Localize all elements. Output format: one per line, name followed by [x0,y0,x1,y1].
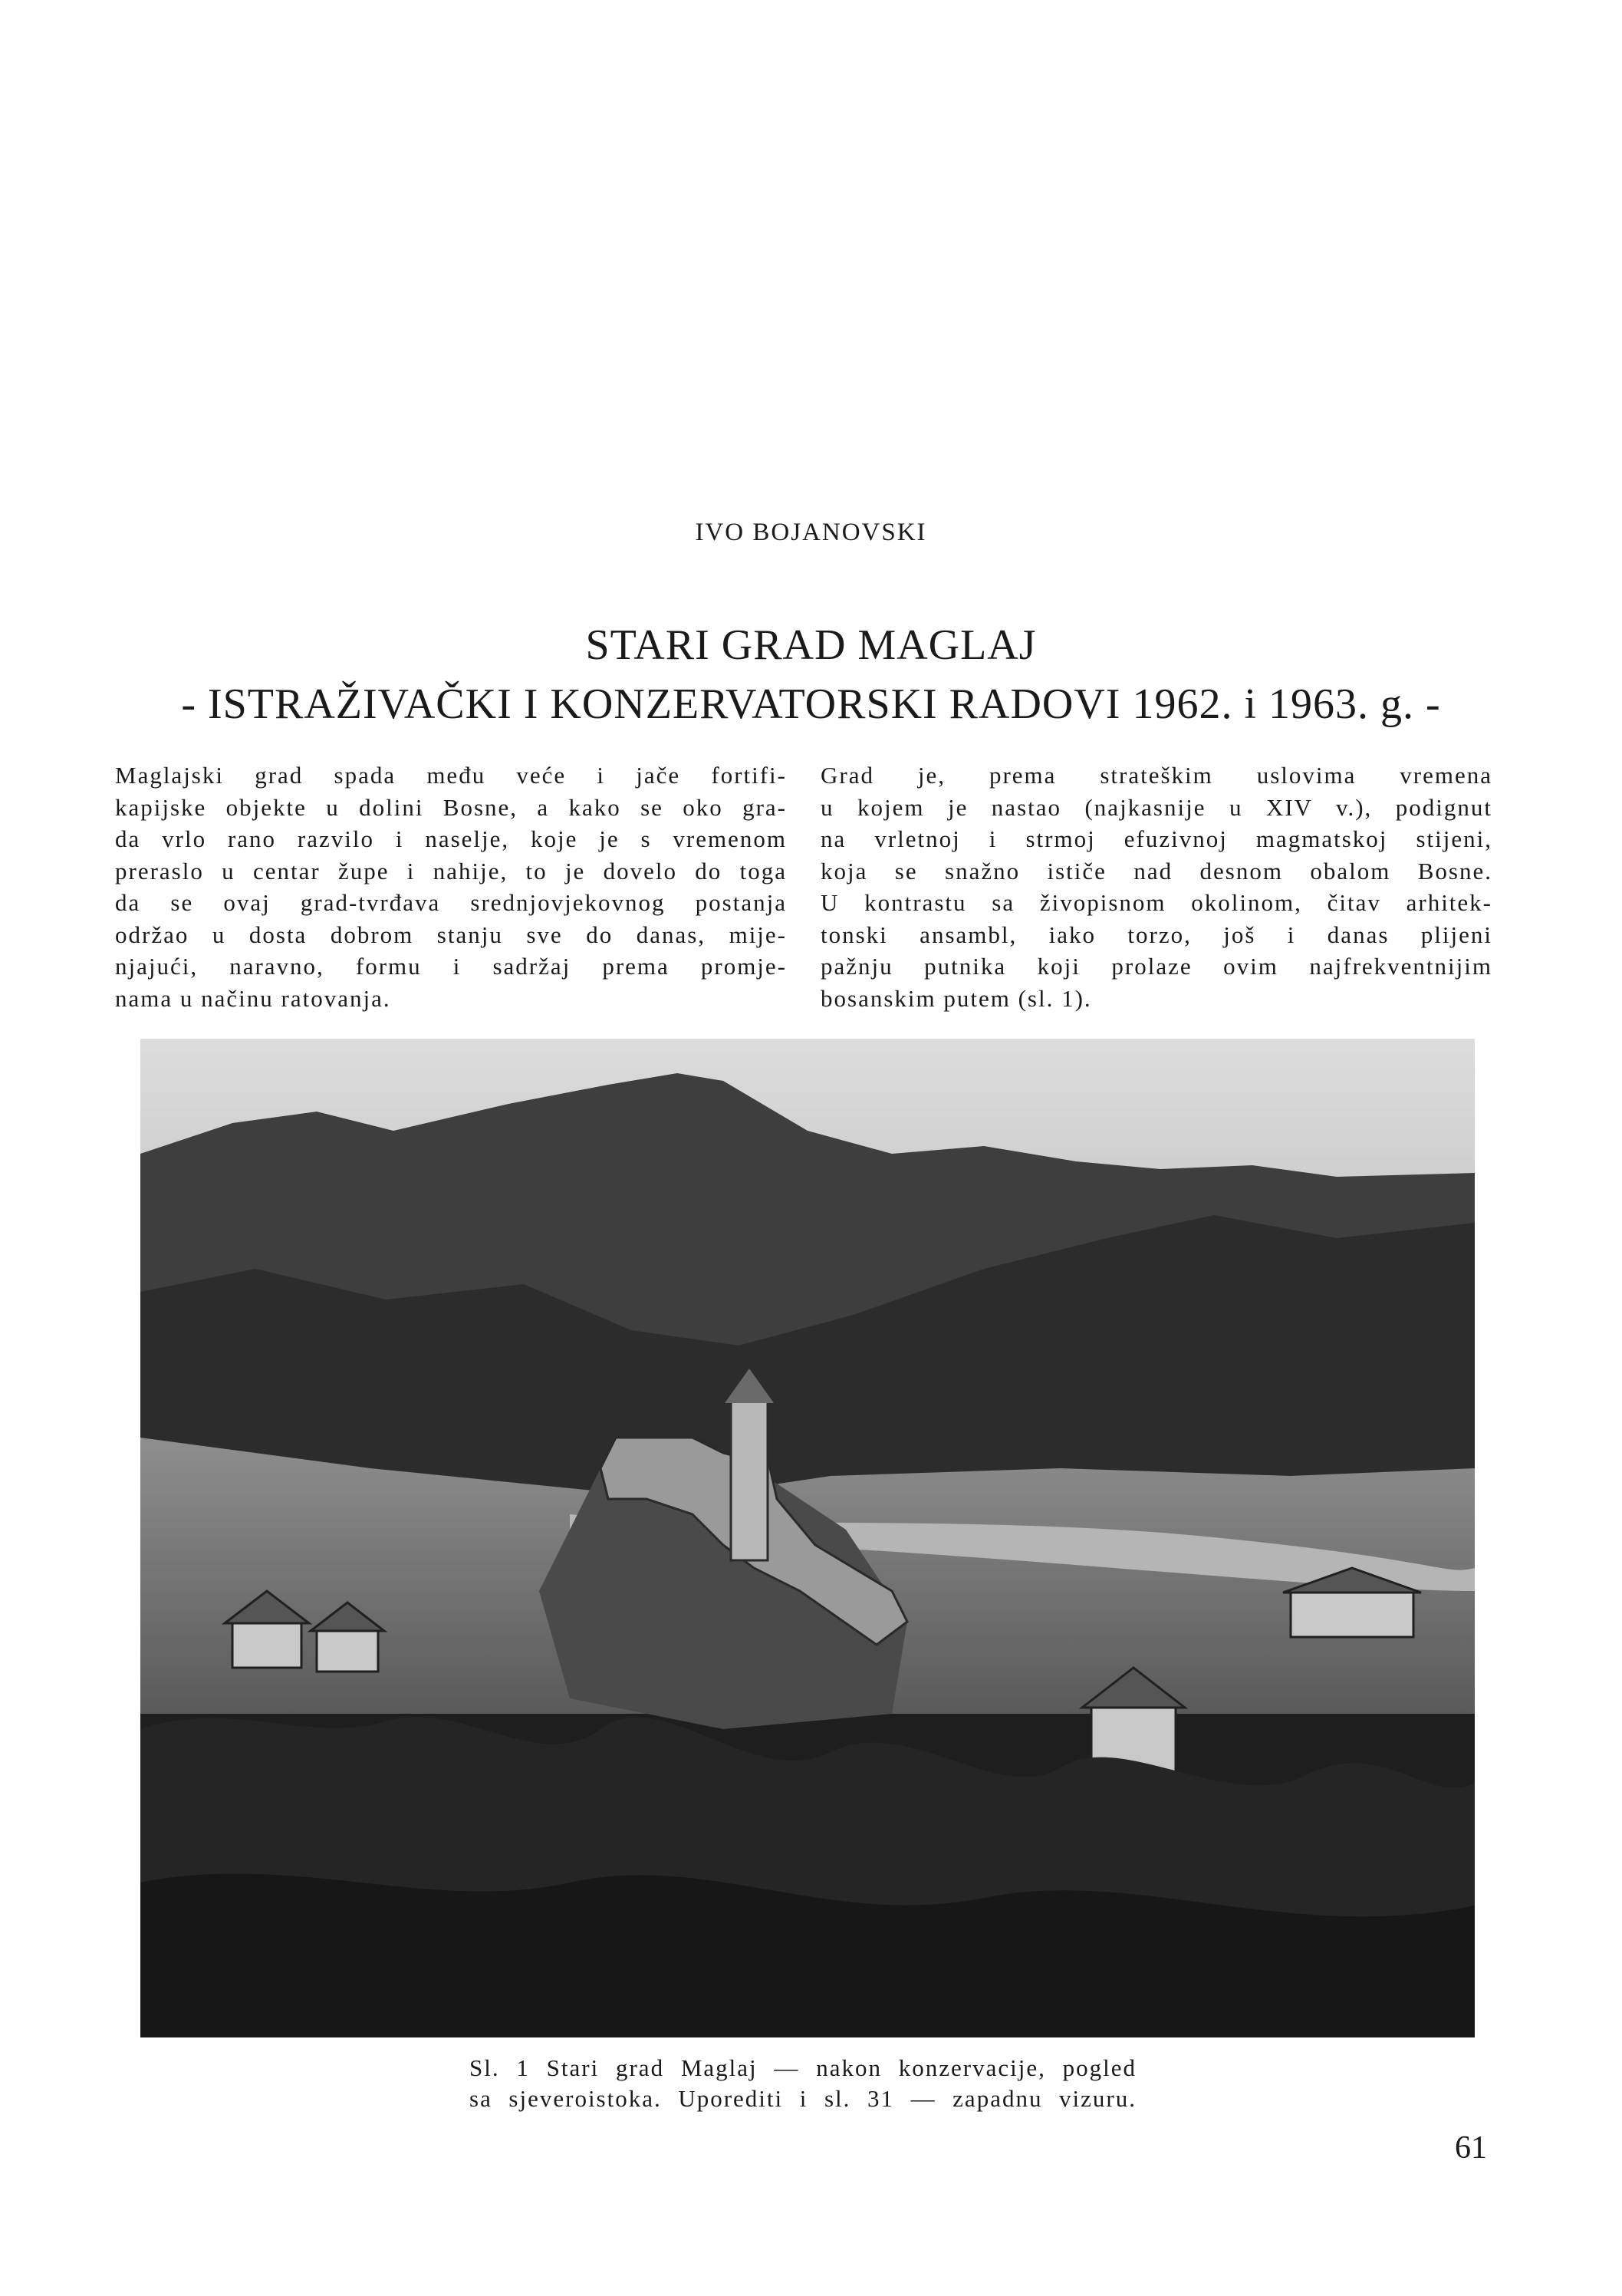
text-line: pažnju putnika koji prolaze ovim najfrekventnijim [821,953,1492,980]
right-column [821,759,1492,1014]
text-line: da se ovaj grad-tvrđava srednjovjekovnog postanja [115,889,787,916]
figure-caption [469,2053,1137,2114]
text-line: tonski ansambl, iako torzo, još i danas plijeni [821,921,1492,948]
text-line: na vrletnoj i strmoj efuzivnoj magmatskoj stijeni, [821,825,1492,852]
text-line: nama u načinu ratovanja. [115,984,391,1012]
castle-tower [731,1399,768,1560]
text-line: njajući, naravno, formu i sadržaj prema promje- [115,953,787,980]
text-line: Grad je, prema strateškim uslovima vremena [821,762,1492,789]
text-line: koja se snažno ističe nad desnom obalom Bosne. [821,857,1492,884]
author-name: IVO BOJANOVSKI [695,519,927,546]
text-line: da vrlo rano razvilo i naselje, koje je s vremenom [115,825,787,852]
caption-line: sa sjeveroistoka. Uporediti i sl. 31 — zapadnu vizuru. [469,2085,1137,2112]
text-line: kapijske objekte u dolini Bosne, a kako se oko gra- [115,793,787,821]
text-line: Maglajski grad spada među veće i jače fortifi- [115,762,787,789]
page-number: 61 [1455,2130,1487,2166]
left-column [115,759,787,1014]
caption-line: Sl. 1 Stari grad Maglaj — nakon konzervacije, pogled [469,2054,1137,2081]
article-title: STARI GRAD MAGLAJ [585,621,1037,669]
text-line: U kontrastu sa živopisnom okolinom, čitav arhitek- [821,889,1492,916]
text-line: preraslo u centar župe i nahije, to je dovelo do toga [115,857,787,884]
castle-photograph [140,1039,1475,2037]
text-line: u kojem je nastao (najkasnije u XIV v.), podignut [821,793,1492,821]
text-line: bosanskim putem (sl. 1). [821,984,1092,1012]
article-subtitle: - ISTRAŽIVAČKI I KONZERVATORSKI RADOVI 1962. i 1963. g. - [181,680,1441,728]
text-line: održao u dosta dobrom stanju sve do danas, mije- [115,921,787,948]
